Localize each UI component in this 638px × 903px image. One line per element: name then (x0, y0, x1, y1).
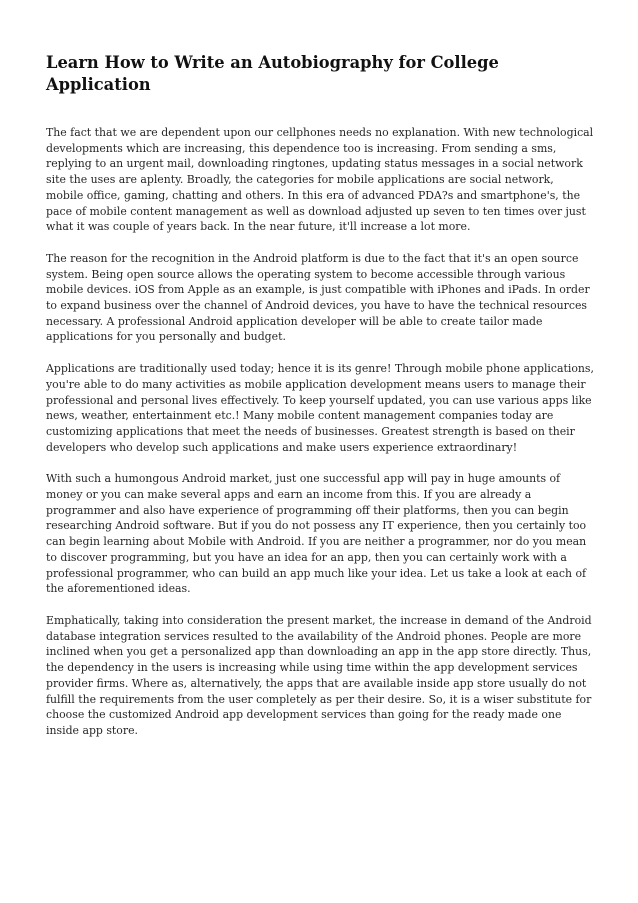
paragraph-3: Applications are traditionally used today; hence it is its genre! Through mobile phone applications, you're able to do many activities as mobile application development means users to manage their professional and personal lives effectively. To keep yourself updated, you can use various apps like news, weather, entertainment etc.! Many mobile content management companies today are customizing applications that meet the needs of businesses. Greatest strength is based on their developers who develop such applications and make users experience extraordinary! (46, 362, 594, 454)
document-title: Learn How to Write an Autobiography for College Application (46, 53, 499, 94)
paragraph-2: The reason for the recognition in the Android platform is due to the fact that it's an open source system. Being open source allows the operating system to become accessible through various mobile devices. iOS from Apple as an example, is just compatible with iPhones and iPads. In order to expand business over the channel of Android devices, you have to have the technical resources necessary. A professional Android application developer will be able to create tailor made applications for you personally and budget. (46, 251, 590, 344)
paragraph-5: Emphatically, taking into consideration the present market, the increase in demand of the Android database integration services resulted to the availability of the Android phones. People are more inclined when you get a personalized app than downloading an app in the app store directly. Thus, the dependency in the users is increasing while using time within the app development services provider firms. Where as, alternatively, the apps that are available inside app store usually do not fulfill the requirements from the user completely as per their desire. So, it is a wiser substitute for choose the customized Android app development services than going for the ready made one inside app store. (46, 613, 592, 737)
paragraph-1: The fact that we are dependent upon our cellphones needs no explanation. With new technological developments which are increasing, this dependence too is increasing. From sending a sms, replying to an urgent mail, downloading ringtones, updating status messages in a social network site the uses are aplenty. Broadly, the categories for mobile applications are social network, mobile office, gaming, chatting and others. In this era of advanced PDA?s and smartphone's, the pace of mobile content management as well as download adjusted up seven to ten times over just what it was couple of years back. In the near future, it'll increase a lot more. (46, 126, 594, 234)
paragraph-4: With such a humongous Android market, just one successful app will pay in huge amounts of money or you can make several apps and earn an income from this. If you are already a programmer and also have experience of programming off their platforms, then you can begin researching Android software. But if you do not possess any IT experience, then you certainly too can begin learning about Mobile with Android. If you are neither a programmer, nor do you mean to discover programming, but you have an idea for an app, then you can certainly work with a professional programmer, who can build an app much like your idea. Let us take a look at each of the aforementioned ideas. (46, 472, 587, 596)
document-page (46, 52, 594, 755)
